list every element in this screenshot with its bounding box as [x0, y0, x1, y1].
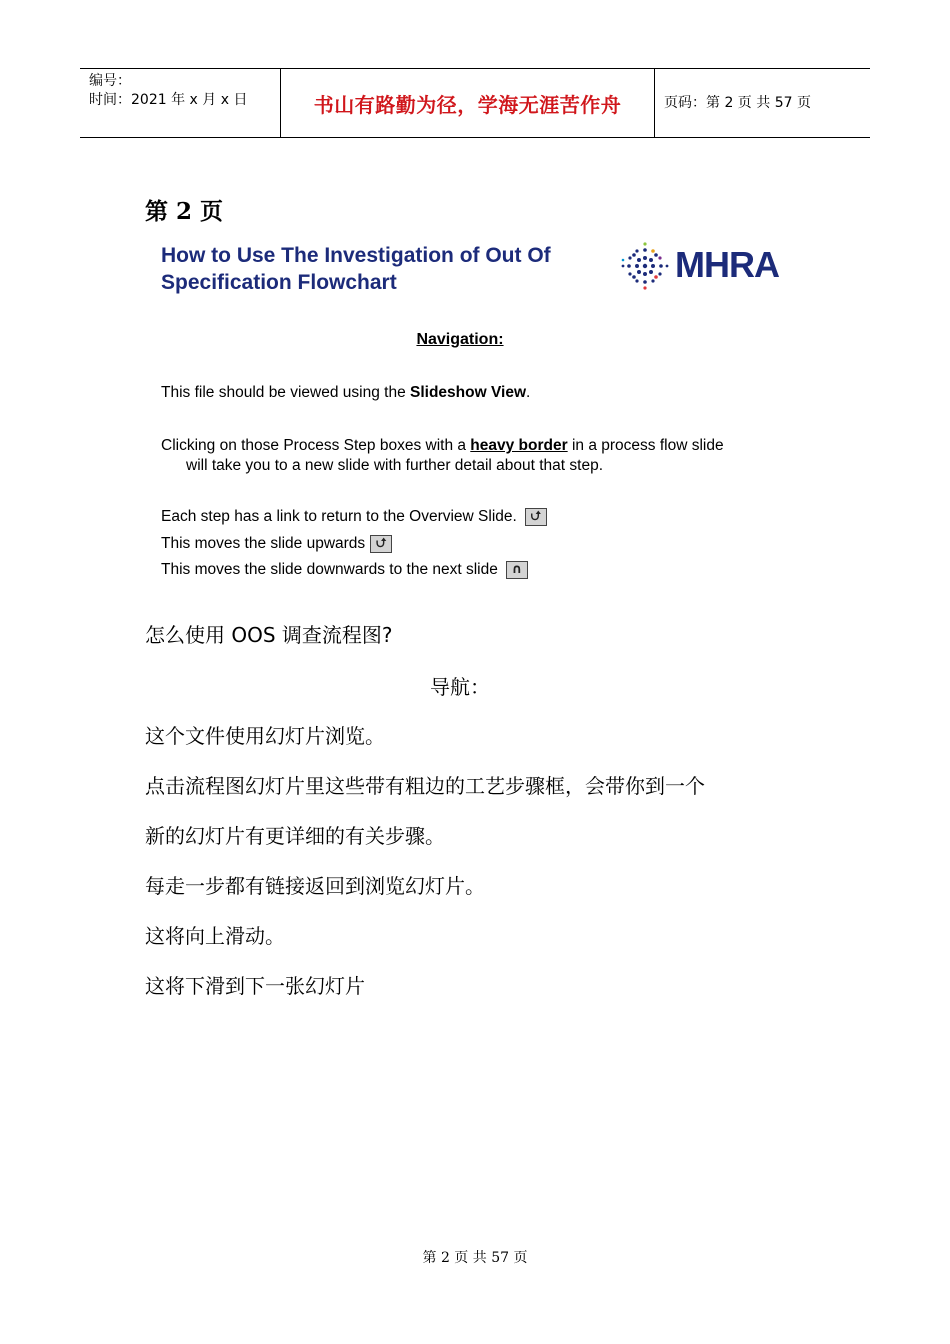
slide-line-return	[161, 507, 547, 527]
slide-line-1-bold: Slideshow View	[410, 384, 527, 401]
slide-line-down	[161, 560, 528, 580]
cn-paragraph-5: 这将下滑到下一张幻灯片	[145, 974, 365, 998]
slide-line-5-text: This moves the slide downwards to the next slide	[161, 561, 498, 578]
header-date-label: 时间：2021 年 x 月 x 日	[89, 92, 248, 108]
slide-line-heavy-border	[161, 436, 724, 476]
header-page-info: 页码：第 2 页 共 57 页	[664, 95, 811, 111]
page-heading: 第 2 页	[145, 198, 224, 225]
document-header	[80, 68, 870, 138]
header-number-label: 编号：	[89, 73, 131, 89]
slide-line-4-text: This moves the slide upwards	[161, 535, 366, 552]
slide-line-2-continuation: will take you to a new slide with further detail about that step.	[186, 457, 604, 474]
header-left-cell	[80, 69, 280, 137]
mhra-logo	[619, 240, 795, 292]
cn-paragraph-1: 这个文件使用幻灯片浏览。	[145, 724, 385, 748]
slide-line-slideshow	[161, 383, 530, 403]
cn-paragraph-2b: 新的幻灯片有更详细的有关步骤。	[145, 824, 445, 848]
slide-line-2-bold: heavy border	[470, 437, 568, 454]
move-down-u-turn-down-icon[interactable]: ∩	[506, 561, 528, 579]
cn-title: 怎么使用 OOS 调查流程图?	[145, 623, 393, 647]
slide-line-3-text: Each step has a link to return to the Overview Slide.	[161, 508, 517, 525]
header-motto: 书山有路勤为径，学海无涯苦作舟	[313, 92, 622, 117]
slide-line-1-text: This file should be viewed using the	[161, 384, 411, 401]
header-motto-cell	[280, 69, 655, 137]
mhra-logo-text: MHRA	[675, 244, 779, 285]
cn-nav: 导航：	[430, 675, 490, 699]
cn-paragraph-4: 这将向上滑动。	[145, 924, 285, 948]
page-footer: 第 2 页 共 57 页	[422, 1250, 528, 1266]
cn-paragraph-3: 每走一步都有链接返回到浏览幻灯片。	[145, 874, 485, 898]
embedded-slide	[145, 232, 805, 592]
slide-line-2-end: in a process flow slide	[567, 437, 724, 454]
slide-line-2-text: Clicking on those Process Step boxes with a	[161, 437, 471, 454]
move-up-u-turn-up-icon[interactable]: ⮍	[370, 535, 392, 553]
header-page-cell	[654, 69, 870, 137]
return-overview-u-turn-up-icon[interactable]: ⮍	[525, 508, 547, 526]
slide-line-up	[161, 534, 392, 554]
cn-paragraph-2a: 点击流程图幻灯片里这些带有粗边的工艺步骤框，会带你到一个	[145, 774, 705, 798]
navigation-heading: Navigation:	[416, 331, 504, 348]
slide-title: How to Use The Investigation of Out Of Specification Flowchart	[161, 244, 551, 294]
mhra-logo-dots-icon	[619, 240, 671, 292]
slide-line-1-end: .	[526, 384, 531, 401]
